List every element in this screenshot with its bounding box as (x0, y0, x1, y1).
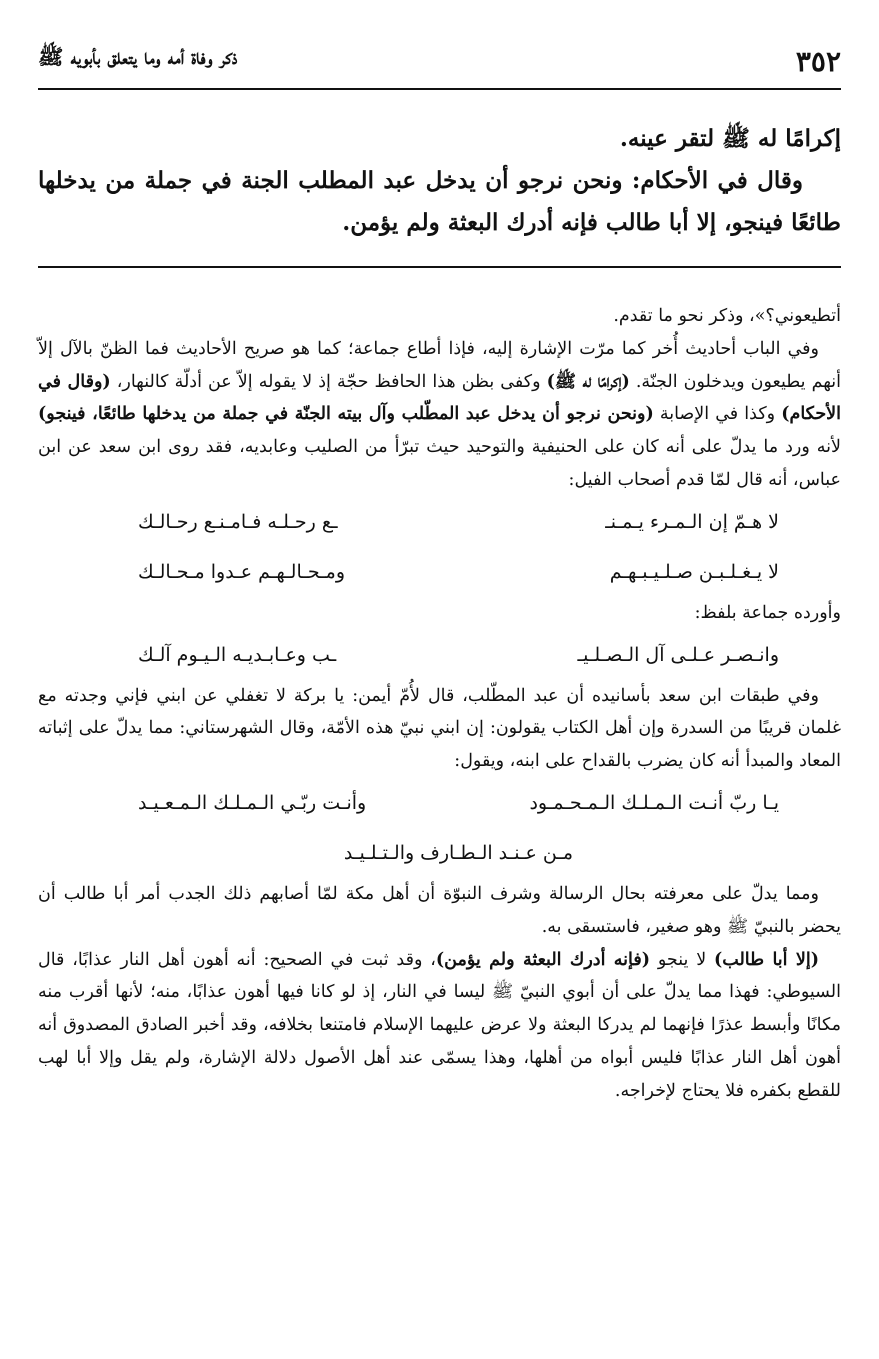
commentary-text: وفي الباب أحاديث أُخر كما مرّت الإشارة إليه، فإذا أطاع جماعة؛ كما هو صريح الأحاديث فما الظنّ بالآل إلاّ أنهم يطيعون ويدخلون الجنّة. (38, 338, 842, 392)
quoted-matn: (إلا أبا طالب) (714, 949, 819, 970)
commentary (38, 300, 841, 1108)
quoted-matn: (فإنه أدرك البعثة ولم يؤمن) (435, 949, 651, 970)
verse-second-hemistich: ـع رحـلـه فـامـنـع رحـالـك (138, 510, 338, 533)
page-number: ٣٥٢ (795, 44, 841, 78)
verse-second-hemistich: ـب وعـابـديـه الـيـوم آلـك (138, 643, 337, 666)
commentary-paragraph: وأورده جماعة بلفظ: (694, 602, 841, 623)
page-header (38, 30, 841, 90)
commentary-paragraph (38, 333, 841, 497)
main-text-paragraph: وقال في الأحكام: ونحن نرجو أن يدخل عبد المطلب الجنة في جملة من يدخلها طائعًا فينجو، إلا أبا طالب فإنه أدرك البعثة ولم يؤمن. (38, 167, 841, 236)
verse-first-hemistich: لا يـغـلـبـن صـلـيـبـهـم (609, 560, 779, 583)
verse-second-hemistich: وأنـت ربّـي الـمـلـك الـمـعـيـد (138, 791, 367, 814)
quoted-matn: (ونحن نرجو أن يدخل عبد المطّلب وآل بيته الجنّة في جملة من يدخلها طائعًا، فينجو) (38, 404, 654, 425)
main-text (38, 118, 841, 244)
commentary-text: وكذا في الإصابة (653, 404, 782, 425)
commentary-text: لأنه ورد ما يدلّ على أنه كان على الحنيفية والتوحيد حيث تبرّأ من الصليب وعابديه، فقد روى ابن سعد عن ابن عباس، أنه قال لمّا قدم أصحاب الفيل: (38, 437, 842, 490)
poem-verse (38, 547, 841, 597)
quoted-matn: (إكرامًا له ﷺ) (546, 371, 630, 392)
poem-verse (38, 630, 841, 680)
verse-first-hemistich: لا هـمّ إن الـمـرء يـمـنـ (605, 510, 779, 533)
poem-verse (38, 828, 841, 878)
commentary-paragraph (38, 944, 841, 1108)
poem-verse (38, 497, 841, 547)
verse-first-hemistich: وانـصـر عـلـى آل الـصـلـيـ (577, 643, 779, 666)
quoted-matn: (وقال في الأحكام) (38, 371, 841, 425)
commentary-paragraph: ومما يدلّ على معرفته بحال الرسالة وشرف النبوّة أن أهل مكة لمّا أصابهم ذلك الجدب أمر أبا طالب أن يحضر بالنبيّ ﷺ وهو صغير، فاستسقى به. (38, 883, 841, 937)
text-separator (38, 266, 841, 268)
running-title: ذكر وفاة أمه وما يتعلق بأبويه ﷺ (38, 43, 238, 69)
commentary-paragraph: وفي طبقات ابن سعد بأسانيده أن عبد المطّلب، قال لأُمّ أيمن: يا بركة لا تغفلي عن ابني فإني وجدته مع غلمان قريبًا من السدرة وإن أهل الكتاب يقولون: إن ابني نبيّ هذه الأمّة، وقال الشهرستاني: مما يدلّ على إثباته المعاد والمبدأ أنه كان يضرب بالقداح على ابنه، ويقول: (38, 685, 841, 772)
commentary-text: لا ينجو (650, 949, 715, 970)
verse-hemistich: مـن عـنـد الـطـارف والـتـلـيـد (343, 841, 574, 864)
commentary-text: وكفى بظن هذا الحافظ حجّة إذ لا يقوله إلاّ عن أدلّة كالنهار، (110, 371, 547, 392)
verse-second-hemistich: ومـحـالـهـم عـدوا مـحـالـك (138, 560, 346, 583)
main-text-line: إكرامًا له ﷺ لتقر عينه. (619, 125, 841, 152)
commentary-paragraph: أتطيعوني؟»، وذكر نحو ما تقدم. (613, 306, 841, 326)
poem-verse (38, 778, 841, 828)
commentary-text: ، وقد ثبت في الصحيح: أنه أهون أهل النار عذابًا، قال السيوطي: فهذا مما يدلّ على أن أبوي النبيّ ﷺ ليسا في النار، إذ لو كانا فيها أهون عذابًا، منه؛ لأنها أقرب منه مكانًا وأبسط عذرًا فإنهما لم يدركا البعثة ولا عرض عليهما الإسلام فامتنعا بخلافه، وقد أخبر الصادق المصدوق أنه أهون أهل النار عذابًا فليس أبواه من أهلها، وهذا يسمّى عند أهل الأصول دلالة الإشارة، ولم يقل وإلا أبا لهب للقطع بكفره فلا يحتاج لإخراجه. (38, 949, 841, 1101)
verse-first-hemistich: يـا ربّ أنـت الـمـلـك الـمـحـمـود (529, 791, 779, 814)
